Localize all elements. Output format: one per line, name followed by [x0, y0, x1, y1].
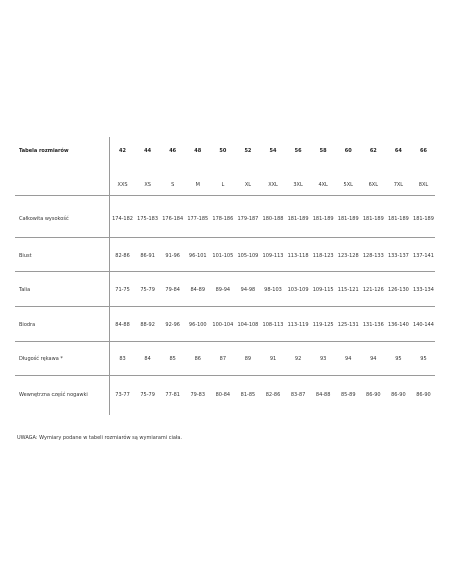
measurement-value-cell: 95	[395, 356, 402, 362]
measurement-value-cell: 109-115	[312, 287, 334, 293]
measurement-value-cell: 79-83	[190, 392, 206, 398]
measurement-value-cell: 94-98	[240, 287, 256, 293]
measurement-value-cell: 181-189	[337, 216, 359, 222]
measurement-value-cell: 86-90	[391, 392, 406, 398]
measurement-value-cell: 181-189	[287, 216, 309, 222]
table-title: Tabela rozmiarów	[19, 148, 69, 154]
measurement-value-cell: 104-108	[237, 322, 259, 328]
size-number-row	[110, 148, 436, 154]
measurement-value-cell: 77-81	[165, 392, 180, 398]
measurement-value-cell: 85-89	[340, 392, 356, 398]
size-number-cell: 62	[369, 148, 377, 154]
size-letter-cell: 3XL	[293, 182, 303, 188]
size-letter-cell: L	[221, 182, 225, 188]
measurement-value-cell: 88-92	[140, 322, 155, 328]
measurement-value-cell: 94	[370, 356, 377, 362]
size-letter-cell: 6XL	[368, 182, 379, 188]
size-number-cell: 54	[269, 148, 277, 154]
measurement-value-cell: 98-103	[264, 287, 282, 293]
size-letter-cell: XXL	[268, 182, 278, 188]
measurement-value-cell: 89-94	[215, 287, 231, 293]
size-number-cell: 44	[144, 148, 152, 154]
table-rule	[15, 271, 435, 272]
measurement-value-cell: 85	[169, 356, 176, 362]
measurement-value-cell: 71-75	[115, 287, 130, 293]
measurement-value-cell: 178-186	[212, 216, 234, 222]
measurement-value-cell: 180-188	[262, 216, 284, 222]
measurement-value-cell: 92	[294, 356, 302, 362]
measurement-value-cell: 179-187	[237, 216, 259, 222]
size-number-cell: 66	[419, 148, 427, 154]
measurement-value-cell: 86-90	[366, 392, 381, 398]
table-row	[110, 322, 436, 328]
measurement-value-cell: 82-86	[265, 392, 281, 398]
size-letter-row	[110, 182, 436, 188]
measurement-value-cell: 119-125	[312, 322, 334, 328]
measurement-value-cell: 136-140	[387, 322, 409, 328]
measurement-value-cell: 128-133	[362, 253, 384, 259]
size-letter-cell: 4XL	[318, 182, 328, 188]
measurement-value-cell: 175-183	[137, 216, 159, 222]
measurement-value-cell: 84-89	[190, 287, 206, 293]
measurement-value-cell: 101-105	[212, 253, 234, 259]
size-letter-cell: 7XL	[393, 182, 404, 188]
size-letter-cell: 8XL	[418, 182, 429, 188]
table-row	[110, 216, 436, 222]
measurement-value-cell: 115-121	[337, 287, 359, 293]
measurement-value-cell: 177-185	[187, 216, 209, 222]
measurement-value-cell: 176-184	[162, 216, 184, 222]
table-rule	[15, 306, 435, 307]
measurement-value-cell: 84-88	[115, 322, 130, 328]
measurement-value-cell: 100-104	[212, 322, 234, 328]
measurement-value-cell: 86-91	[140, 253, 155, 259]
measurement-value-cell: 125-131	[337, 322, 359, 328]
size-number-cell: 52	[244, 148, 252, 154]
measurement-value-cell: 80-84	[215, 392, 231, 398]
table-divider-vertical	[109, 137, 110, 415]
measurement-value-cell: 140-144	[413, 322, 434, 328]
measurement-value-cell: 95	[420, 356, 427, 362]
table-rule	[15, 375, 435, 376]
measurement-value-cell: 137-141	[413, 253, 434, 259]
measurement-value-cell: 84	[144, 356, 151, 362]
table-rule	[15, 195, 435, 196]
measurement-label: Wewnętrzna część nogawki	[19, 392, 88, 398]
size-number-cell: 46	[169, 148, 177, 154]
measurement-value-cell: 123-128	[337, 253, 359, 259]
measurement-value-cell: 131-136	[362, 322, 384, 328]
measurement-value-cell: 181-189	[312, 216, 334, 222]
measurement-value-cell: 133-137	[387, 253, 409, 259]
measurement-value-cell: 113-118	[287, 253, 309, 259]
measurement-value-cell: 75-79	[140, 287, 155, 293]
size-letter-cell: XXS	[117, 182, 128, 188]
size-number-cell: 42	[119, 148, 127, 154]
measurement-value-cell: 103-109	[287, 287, 309, 293]
measurement-label: Biodra	[19, 322, 36, 328]
size-number-cell: 50	[219, 148, 227, 154]
measurement-value-cell: 89	[244, 356, 252, 362]
measurement-label: Całkowita wysokość	[19, 216, 69, 222]
measurement-value-cell: 93	[319, 356, 327, 362]
size-letter-cell: XS	[144, 182, 151, 188]
size-number-cell: 60	[344, 148, 352, 154]
size-number-cell: 56	[294, 148, 302, 154]
measurement-value-cell: 109-113	[262, 253, 284, 259]
measurement-value-cell: 174-182	[112, 216, 133, 222]
measurement-value-cell: 87	[219, 356, 227, 362]
measurement-value-cell: 108-113	[262, 322, 284, 328]
measurement-value-cell: 91	[269, 356, 277, 362]
size-letter-cell: S	[171, 182, 175, 188]
measurement-value-cell: 79-84	[165, 287, 180, 293]
measurement-value-cell: 121-126	[362, 287, 384, 293]
measurement-value-cell: 83	[119, 356, 126, 362]
table-row	[110, 287, 436, 293]
size-letter-cell: M	[195, 182, 200, 188]
measurement-value-cell: 86	[194, 356, 201, 362]
measurement-value-cell: 83-87	[290, 392, 306, 398]
size-number-cell: 58	[319, 148, 327, 154]
measurement-value-cell: 118-123	[312, 253, 334, 259]
table-row	[110, 356, 436, 362]
measurement-value-cell: 113-119	[287, 322, 309, 328]
measurement-value-cell: 94	[345, 356, 352, 362]
measurement-label: Długość rękawa *	[19, 356, 63, 362]
measurement-value-cell: 126-130	[387, 287, 409, 293]
size-note: UWAGA: Wymiary podane w tabeli rozmiarów są wymiarami ciała.	[17, 435, 183, 441]
measurement-value-cell: 84-88	[315, 392, 331, 398]
measurement-value-cell: 181-189	[362, 216, 384, 222]
measurement-value-cell: 181-189	[413, 216, 434, 222]
size-letter-cell: 5XL	[343, 182, 353, 188]
table-rule	[15, 341, 435, 342]
measurement-value-cell: 75-79	[140, 392, 155, 398]
measurement-value-cell: 96-100	[188, 322, 207, 328]
size-letter-cell: XL	[244, 182, 252, 188]
measurement-value-cell: 105-109	[237, 253, 259, 259]
table-row	[110, 392, 436, 398]
table-row	[110, 253, 436, 259]
measurement-value-cell: 81-85	[240, 392, 256, 398]
measurement-value-cell: 181-189	[387, 216, 409, 222]
size-number-cell: 64	[394, 148, 402, 154]
measurement-value-cell: 96-101	[188, 253, 207, 259]
measurement-value-cell: 133-134	[413, 287, 434, 293]
size-number-cell: 48	[194, 148, 202, 154]
measurement-value-cell: 91-96	[165, 253, 180, 259]
measurement-label: Talia	[19, 287, 31, 293]
table-rule	[15, 237, 435, 238]
measurement-label: Biust	[19, 253, 32, 259]
measurement-value-cell: 82-86	[115, 253, 130, 259]
measurement-value-cell: 86-90	[416, 392, 431, 398]
measurement-value-cell: 73-77	[115, 392, 130, 398]
measurement-value-cell: 92-96	[165, 322, 180, 328]
